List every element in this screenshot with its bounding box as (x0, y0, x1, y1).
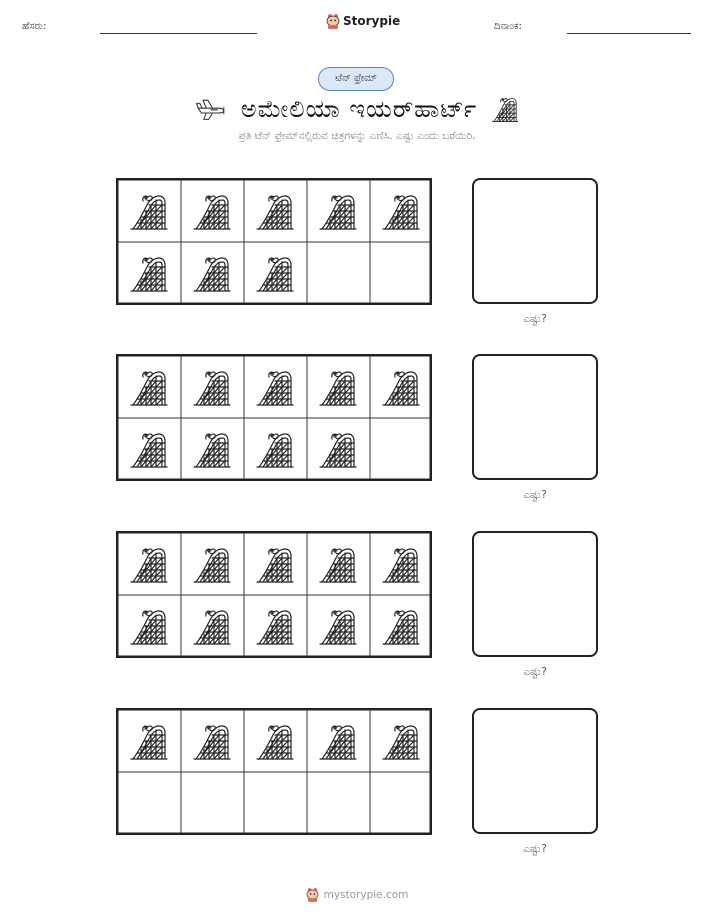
ten-frame (116, 354, 432, 481)
date-line[interactable] (567, 33, 691, 34)
answer-box[interactable] (472, 708, 598, 834)
how-many-label: ಎಷ್ಟು? (523, 313, 547, 325)
title-row (0, 93, 714, 125)
how-many-label: ಎಷ್ಟು? (523, 843, 547, 855)
instructions: ಪ್ರತಿ ಟೆನ್ ಫ್ರೇಮ್‌ನಲ್ಲಿರುವ ಚಿತ್ರಗಳನ್ನು ಎಣಿಸಿ. ಎಷ್ಟು ಎಂದು ಬರೆಯಿರಿ. (238, 130, 476, 142)
date-label: ದಿನಾಂಕ: (494, 21, 522, 32)
roller-coaster-icon (491, 95, 519, 123)
airplane-icon (195, 97, 227, 121)
brand-name: Storypie (343, 14, 401, 28)
footer-url: mystorypie.com (323, 888, 409, 901)
brand (326, 13, 400, 29)
name-line[interactable] (100, 33, 257, 34)
answer-box[interactable] (472, 178, 598, 304)
ten-frame (116, 708, 432, 835)
ten-frame (116, 531, 432, 658)
page-title: ಅಮೇಲಿಯಾ ಇಯರ್‌ಹಾರ್ಟ್ (240, 95, 478, 123)
how-many-label: ಎಷ್ಟು? (523, 489, 547, 501)
storypie-logo-icon (306, 887, 319, 902)
answer-box[interactable] (472, 354, 598, 480)
how-many-label: ಎಷ್ಟು? (523, 666, 547, 678)
storypie-logo-icon (326, 13, 340, 29)
name-label: ಹೆಸರು: (22, 21, 47, 32)
ten-frame (116, 178, 432, 305)
footer (0, 887, 714, 902)
tag-badge: ಟೆನ್ ಫ್ರೇಮ್ (318, 67, 394, 91)
answer-box[interactable] (472, 531, 598, 657)
